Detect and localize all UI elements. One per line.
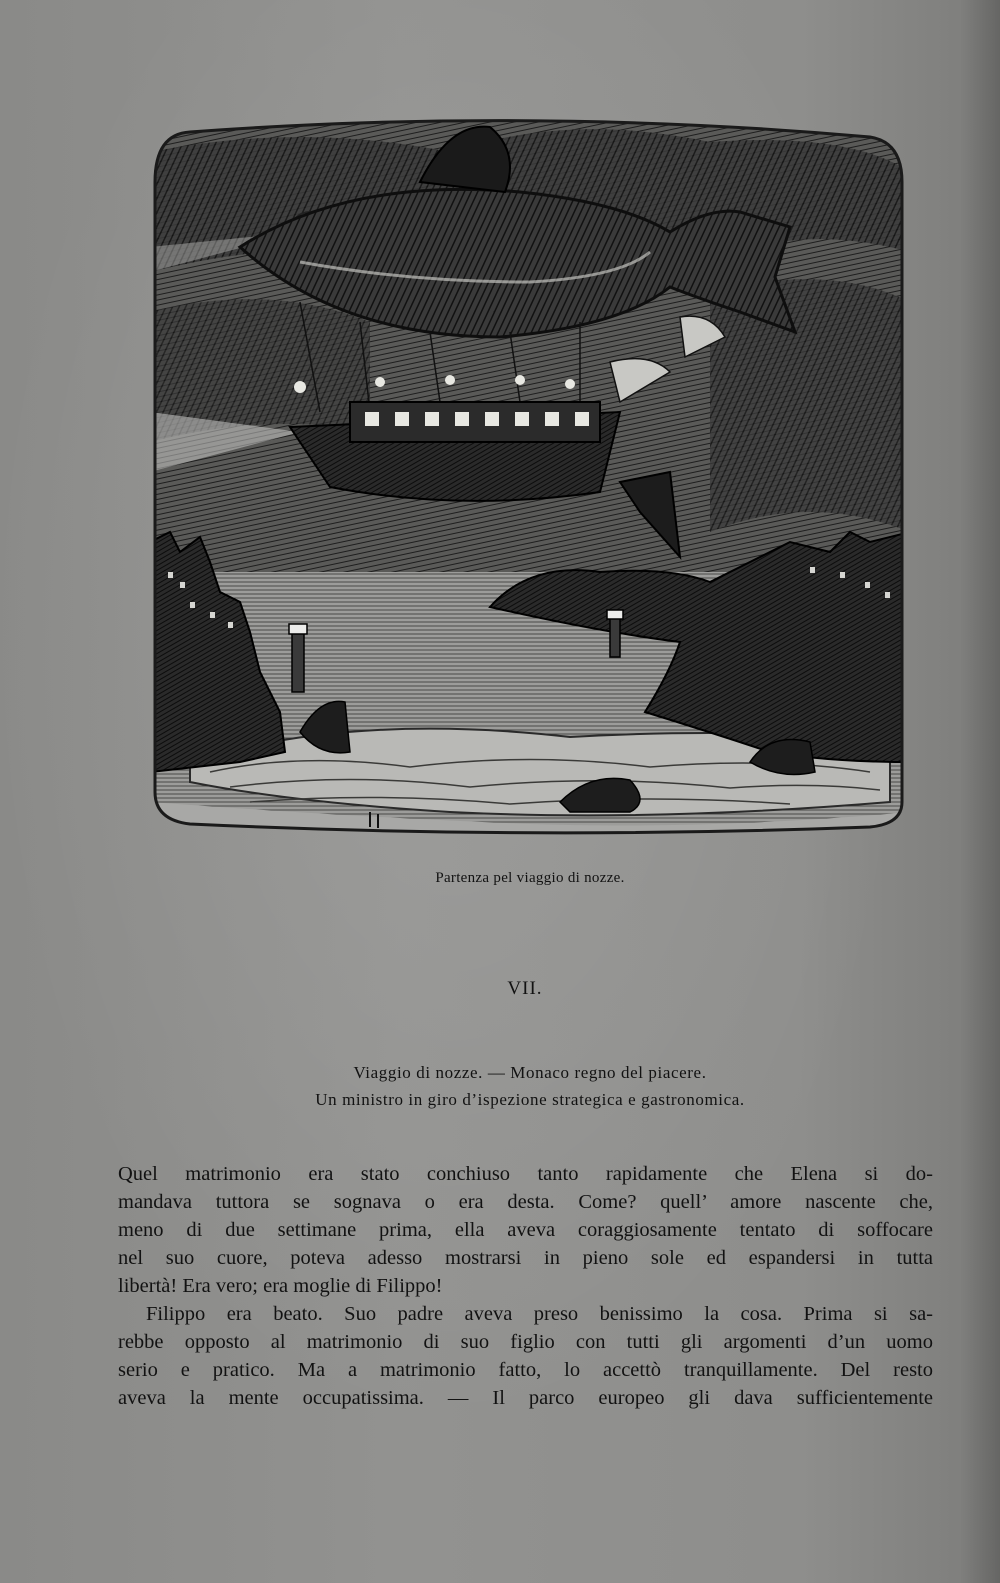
body-text	[118, 1160, 933, 1412]
page-edge-shadow	[960, 0, 1000, 1583]
chapter-summary-line-2: Un ministro in giro d’ispezione strategica e gastronomica.	[315, 1090, 745, 1109]
body-line: nel suo cuore, poteva adesso mostrarsi in pieno sole ed espandersi in tutta	[118, 1247, 933, 1269]
illustration-caption: Partenza pel viaggio di nozze.	[435, 870, 625, 886]
body-line: Quel matrimonio era stato conchiuso tanto rapidamente che Elena si do-	[118, 1163, 933, 1185]
body-line: meno di due settimane prima, ella aveva coraggiosamente tentato di soffocare	[118, 1219, 933, 1241]
body-line: mandava tuttora se sognava o era desta. Come? quell’ amore nascente che,	[118, 1191, 933, 1213]
body-line: Filippo era beato. Suo padre aveva preso benissimo la cosa. Prima si sa-	[146, 1303, 933, 1325]
chapter-number: VII.	[507, 978, 543, 999]
engraving-illustration	[150, 112, 910, 847]
body-line: libertà! Era vero; era moglie di Filippo!	[118, 1275, 443, 1297]
body-line: rebbe opposto al matrimonio di suo figlio con tutti gli argomenti d’un uomo	[118, 1331, 933, 1353]
body-line: serio e pratico. Ma a matrimonio fatto, lo accettò tranquillamente. Del resto	[118, 1359, 933, 1381]
chapter-summary-line-1: Viaggio di nozze. — Monaco regno del piacere.	[353, 1063, 707, 1082]
body-line: aveva la mente occupatissima. — Il parco europeo gli dava sufficientemente	[118, 1387, 933, 1409]
